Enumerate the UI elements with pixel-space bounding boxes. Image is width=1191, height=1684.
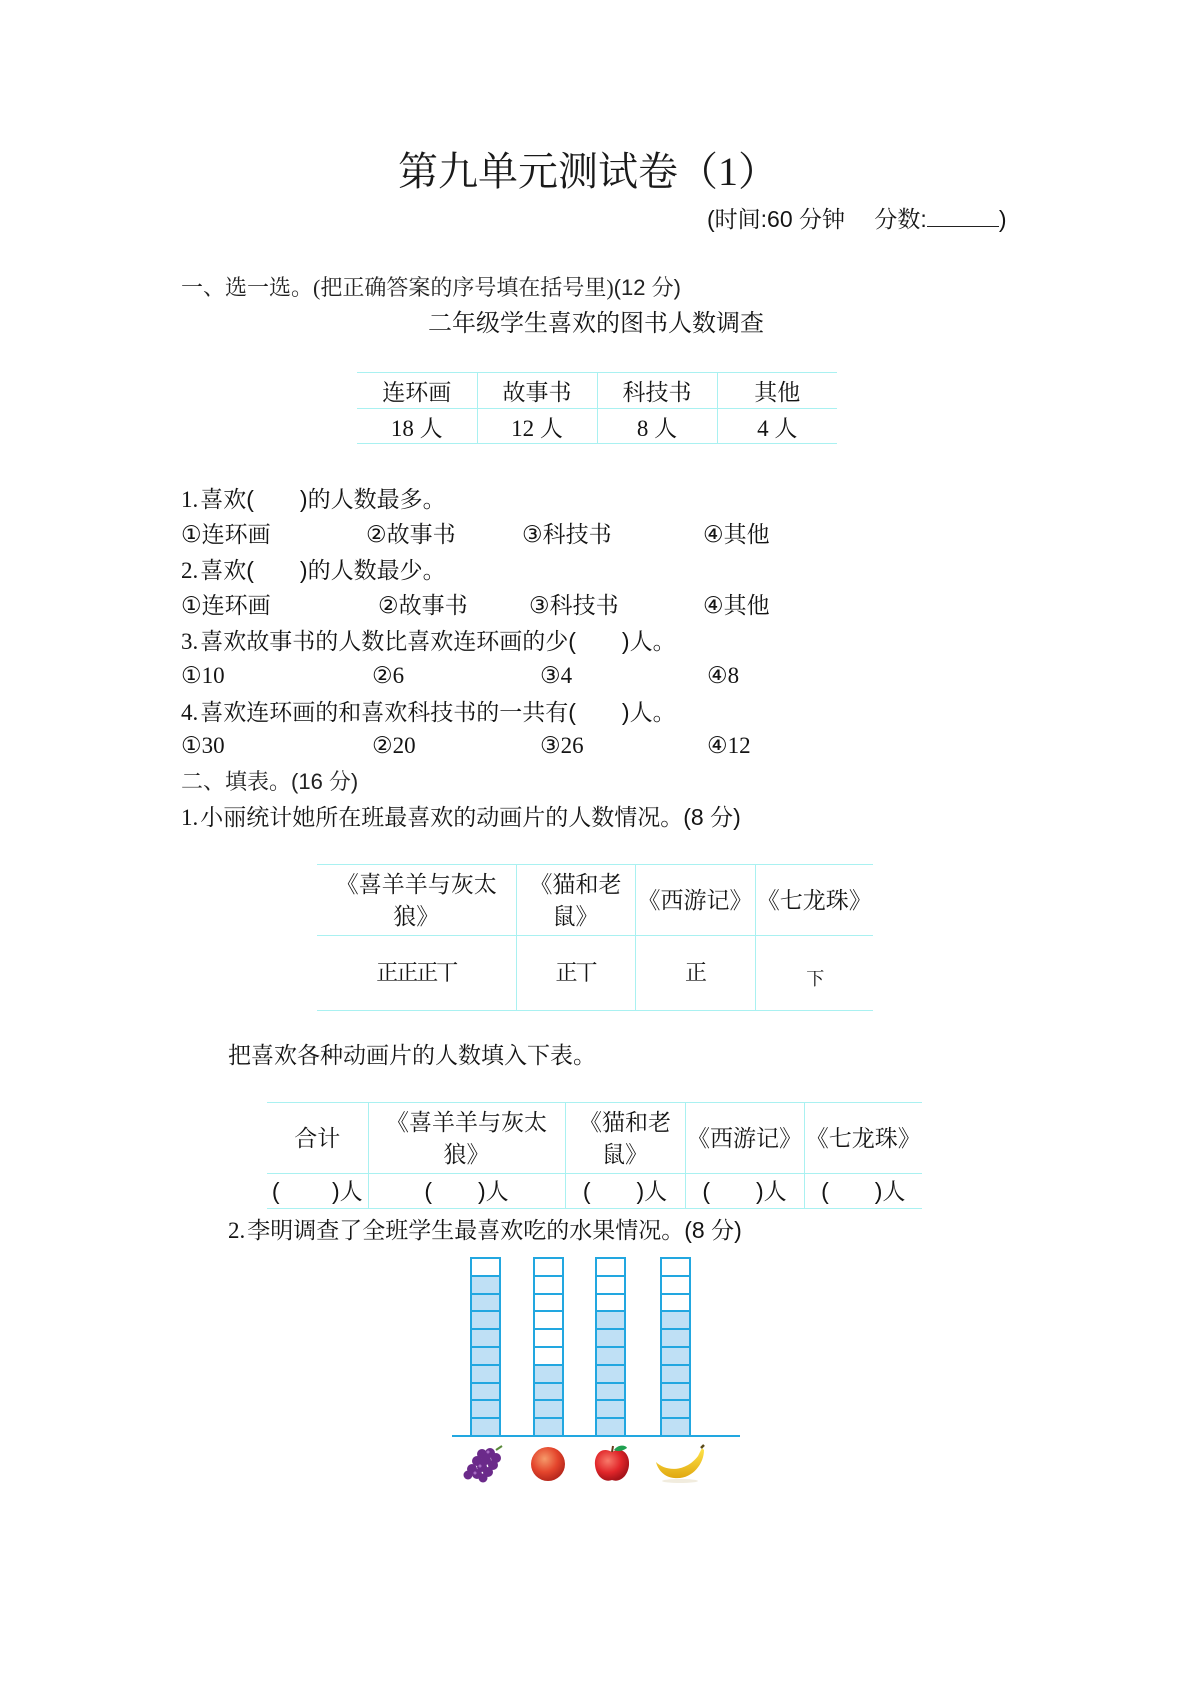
grapes-icon [460,1444,508,1484]
option-1-3[interactable]: ③科技书 [522,521,612,547]
question-number: 3. [181,629,199,654]
bar-cell-filled [470,1329,501,1347]
question-number: 1. [181,805,199,830]
bar-cell-empty [660,1276,691,1294]
bar-cell-empty [533,1311,564,1329]
question-stem: 喜欢故事书的人数比喜欢连环画的少( )人。 [200,628,676,654]
bar-peach [533,1257,564,1436]
table-header: 《猫和老鼠》 [516,865,635,936]
bar-cell-filled [533,1365,564,1383]
bar-cell-empty [595,1257,626,1276]
option-1-1[interactable]: ①连环画 [181,521,271,547]
question-3 [181,627,676,656]
bar-cell-filled [595,1347,626,1365]
bar-cell-filled [470,1383,501,1401]
bar-cell-empty [533,1294,564,1312]
question-4 [181,698,676,727]
option-1-2[interactable]: ②故事书 [366,521,456,547]
section-2-points: (16 分) [291,769,359,794]
section-1-points: (12 分) [613,275,681,300]
tally-cell: 正正正丅 [317,936,516,1011]
question-2-2 [228,1216,742,1245]
question-number: 4. [181,700,199,725]
question-number: 2. [181,558,199,583]
bar-cell-filled [533,1400,564,1418]
bar-cell-filled [660,1418,691,1436]
table-header: 《喜羊羊与灰太狼》 [368,1103,565,1174]
option-2-3[interactable]: ③科技书 [529,592,619,618]
option-1-4[interactable]: ④其他 [703,521,770,547]
bar-cell-filled [533,1383,564,1401]
bar-banana [660,1257,691,1436]
bar-cell-empty [470,1257,501,1276]
table-header: 《喜羊羊与灰太狼》 [317,865,516,936]
bar-cell-filled [595,1329,626,1347]
bar-cell-filled [660,1365,691,1383]
answer-blank-total[interactable]: ( )人 [267,1174,368,1209]
question-number: 1. [181,487,199,512]
bar-cell-filled [470,1365,501,1383]
fruit-bar-chart [452,1257,740,1438]
tally-cell: 下 [755,936,873,1011]
survey-table-title: 二年级学生喜欢的图书人数调查 [428,310,764,337]
bar-cell-empty [533,1276,564,1294]
apple-icon [588,1444,636,1484]
question-number: 2. [228,1218,246,1243]
table-header: 《西游记》 [685,1103,804,1174]
bar-cell-empty [533,1347,564,1365]
score-blank[interactable] [927,204,999,227]
option-4-4[interactable]: ④12 [707,733,751,758]
fill-in-table [267,1102,922,1209]
answer-blank[interactable]: ( )人 [565,1174,685,1209]
table-header: 《七龙珠》 [755,865,873,936]
bar-cell-filled [470,1276,501,1294]
tally-cell: 正 [635,936,755,1011]
table-header: 故事书 [477,373,597,409]
score-close: ) [998,206,1007,232]
table-header: 《七龙珠》 [804,1103,922,1174]
table-header: 合计 [267,1103,368,1174]
bar-cell-empty [595,1276,626,1294]
question-1 [181,485,446,514]
exam-info [707,204,1006,233]
bar-cell-filled [533,1418,564,1436]
page-title: 第九单元测试卷（1） [398,149,778,194]
bar-cell-empty [533,1329,564,1347]
bar-cell-empty [533,1257,564,1276]
table-header: 《西游记》 [635,865,755,936]
tally-cell: 正丅 [516,936,635,1011]
question-stem: 喜欢连环画的和喜欢科技书的一共有( )人。 [200,699,676,725]
bar-cell-empty [660,1257,691,1276]
table-cell: 12 人 [477,409,597,444]
section-1-heading [181,274,681,302]
bar-cell-filled [470,1400,501,1418]
bar-cell-filled [595,1400,626,1418]
option-3-2[interactable]: ②6 [372,663,405,688]
bar-apple [595,1257,626,1436]
answer-blank[interactable]: ( )人 [368,1174,565,1209]
section-1-title: 一、选一选。(把正确答案的序号填在括号里) [181,275,614,300]
book-survey-table [357,372,837,444]
table-cell: 8 人 [597,409,717,444]
tally-table [317,864,873,1011]
bar-cell-filled [660,1400,691,1418]
option-2-1[interactable]: ①连环画 [181,592,271,618]
bar-cell-filled [470,1311,501,1329]
bar-cell-filled [470,1418,501,1436]
option-3-1[interactable]: ①10 [181,663,225,688]
bar-cell-filled [660,1383,691,1401]
peach-icon [524,1444,572,1484]
fill-instruction: 把喜欢各种动画片的人数填入下表。 [228,1042,596,1068]
bar-cell-filled [660,1347,691,1365]
option-4-3[interactable]: ③26 [540,733,584,758]
bar-cell-filled [470,1347,501,1365]
bar-cell-filled [595,1418,626,1436]
banana-icon [652,1444,708,1484]
bar-cell-filled [660,1311,691,1329]
option-3-3[interactable]: ③4 [540,663,573,688]
score-label: 分数: [874,206,927,232]
bar-cell-empty [660,1294,691,1312]
table-cell: 18 人 [357,409,477,444]
section-2-heading [181,768,358,796]
bar-cell-filled [595,1311,626,1329]
option-2-2[interactable]: ②故事书 [378,592,468,618]
bar-grapes [470,1257,501,1436]
question-2-1 [181,803,741,832]
option-2-4[interactable]: ④其他 [703,592,770,618]
bar-cell-filled [660,1329,691,1347]
question-2 [181,556,446,585]
table-header: 连环画 [357,373,477,409]
chart-baseline [452,1435,740,1437]
option-3-4[interactable]: ④8 [707,663,740,688]
question-stem: 小丽统计她所在班最喜欢的动画片的人数情况。(8 分) [200,804,741,830]
bar-cell-empty [595,1294,626,1312]
bar-cell-filled [595,1365,626,1383]
question-stem: 李明调查了全班学生最喜欢吃的水果情况。(8 分) [247,1217,742,1243]
table-header: 其他 [717,373,837,409]
option-4-1[interactable]: ①30 [181,733,225,758]
answer-blank[interactable]: ( )人 [804,1174,922,1209]
option-4-2[interactable]: ②20 [372,733,416,758]
section-2-title: 二、填表。 [181,769,292,794]
table-header: 《猫和老鼠》 [565,1103,685,1174]
bar-cell-filled [595,1383,626,1401]
question-stem: 喜欢( )的人数最多。 [200,486,446,512]
time-label: (时间:60 分钟 [707,206,846,232]
table-cell: 4 人 [717,409,837,444]
bar-cell-filled [470,1294,501,1312]
question-stem: 喜欢( )的人数最少。 [200,557,446,583]
answer-blank[interactable]: ( )人 [685,1174,804,1209]
table-header: 科技书 [597,373,717,409]
